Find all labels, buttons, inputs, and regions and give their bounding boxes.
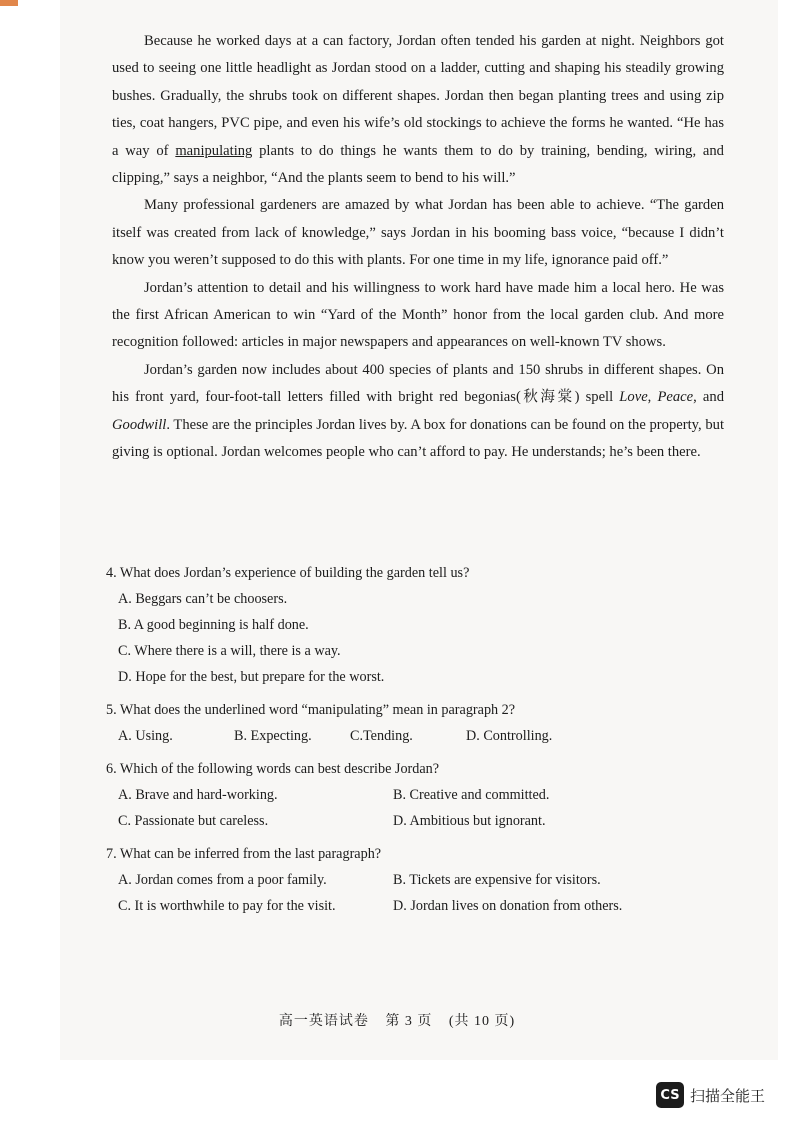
option-b: B. Creative and committed. xyxy=(393,787,550,803)
option-b: B. Expecting. xyxy=(234,728,312,744)
paragraph-4-text-a: Jordan’s garden now includes about 400 species of plants and 150 shrubs in different shapes. On his front yard, four-foot-tall letters filled with bright red begonias(秋海棠) spell xyxy=(112,361,724,406)
paragraph-4-text-b: . These are the principles Jordan lives by. A box for donations can be found on the property, but giving is optional. Jordan welcomes people who can’t afford to pay. He understands; he’s been there. xyxy=(112,416,724,461)
options xyxy=(118,586,726,690)
options xyxy=(118,867,726,919)
paragraph-2: Many professional gardeners are amazed by what Jordan has been able to achieve. “The garden itself was created from lack of knowledge,” says Jordan in his booming bass voice, “because I didn’t know you weren’t supposed to do this with plants. For one time in my life, ignorance paid off.” xyxy=(112,197,724,269)
option-d: D. Controlling. xyxy=(466,728,553,744)
option-a: A. Using. xyxy=(118,728,173,744)
and-text: , and xyxy=(693,389,724,406)
underlined-word: manipulating xyxy=(175,142,253,159)
word-peace: Peace xyxy=(657,389,694,406)
question-stem: 7. What can be inferred from the last paragraph? xyxy=(106,846,382,862)
question-5 xyxy=(106,697,726,749)
page-number: 第 3 页 xyxy=(385,1014,433,1029)
options xyxy=(118,723,726,749)
paragraph-4 xyxy=(112,357,724,467)
word-love: Love xyxy=(619,389,648,406)
question-stem: 5. What does the underlined word “manipulating” mean in paragraph 2? xyxy=(106,702,516,718)
option-a: A. Beggars can’t be choosers. xyxy=(118,591,288,607)
page-footer xyxy=(0,1010,794,1030)
option-a: A. Brave and hard-working. xyxy=(118,787,278,803)
option-b: B. A good beginning is half done. xyxy=(118,617,309,633)
exam-title: 高一英语试卷 xyxy=(278,1014,369,1029)
camscanner-text: 扫描全能王 xyxy=(690,1086,766,1105)
camscanner-logo-icon: CS xyxy=(656,1082,684,1108)
camscanner-watermark xyxy=(656,1082,765,1108)
scan-edge-mark xyxy=(0,0,18,6)
option-c: C.Tending. xyxy=(350,728,413,744)
comma: , xyxy=(647,389,658,406)
word-goodwill: Goodwill xyxy=(112,416,167,433)
paragraph-1-text-b: plants to do things he wants them to do by training, bending, wiring, and clipping,” says a neighbor, “And the plants seem to bend to his will.” xyxy=(112,142,724,187)
option-c: C. Where there is a will, there is a way. xyxy=(118,643,341,659)
paragraph-1 xyxy=(112,28,724,192)
paragraph-3: Jordan’s attention to detail and his willingness to work hard have made him a local hero. He was the first African American to win “Yard of the Month” honor from the local garden club. And more recognition followed: articles in major newspapers and appearances on well-known TV shows. xyxy=(112,279,724,351)
paragraph-1-text-a: Because he worked days at a can factory, Jordan often tended his garden at night. Neighbors got used to seeing one little headlight as Jordan stood on a ladder, cutting and shaping his steadily growing bushes. Gradually, the shrubs took on different shapes. Jordan then began planting trees and using zip ties, coat hangers, PVC pipe, and even his wife’s old stockings to achieve the forms he wanted. “He has a way of xyxy=(112,33,724,159)
option-d: D. Jordan lives on donation from others. xyxy=(393,898,623,914)
option-d: D. Ambitious but ignorant. xyxy=(393,813,546,829)
page-total: (共 10 页) xyxy=(448,1014,516,1029)
option-c: C. Passionate but careless. xyxy=(118,813,269,829)
option-a: A. Jordan comes from a poor family. xyxy=(118,872,327,888)
question-4 xyxy=(106,560,726,690)
question-7 xyxy=(106,841,726,919)
option-d: D. Hope for the best, but prepare for the worst. xyxy=(118,669,385,685)
question-stem: 4. What does Jordan’s experience of building the garden tell us? xyxy=(106,565,470,581)
question-list xyxy=(106,560,726,926)
reading-passage xyxy=(112,28,724,467)
option-b: B. Tickets are expensive for visitors. xyxy=(393,872,601,888)
question-6 xyxy=(106,756,726,834)
question-stem: 6. Which of the following words can best describe Jordan? xyxy=(106,761,440,777)
options xyxy=(118,782,726,834)
option-c: C. It is worthwhile to pay for the visit. xyxy=(118,898,336,914)
